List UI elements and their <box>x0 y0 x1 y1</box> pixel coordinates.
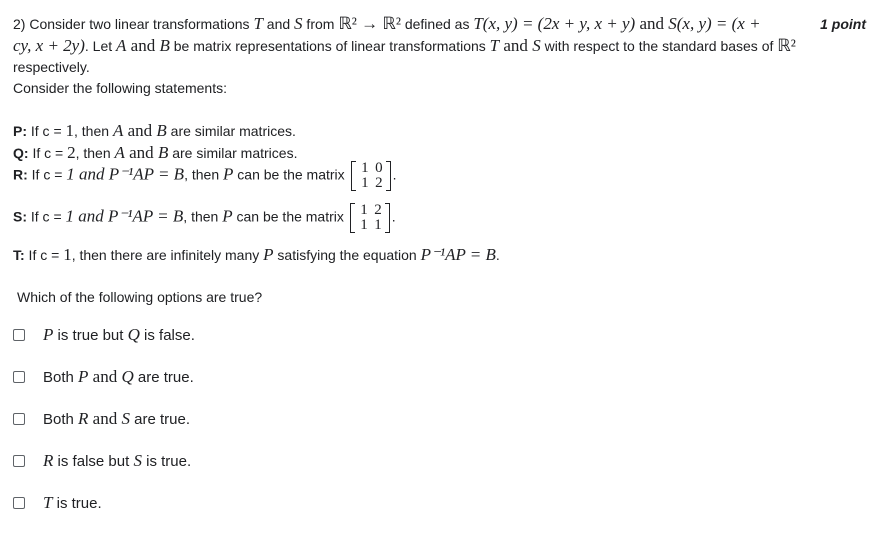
points-label: 1 point <box>820 16 866 32</box>
option-label: R is false but S is true. <box>43 451 192 470</box>
option-5[interactable] <box>13 493 102 513</box>
statement-t: T: If c = 1, then there are infinitely many P satisfying the equation P⁻¹AP = B. <box>13 245 500 264</box>
matrix-r: 1 0 1 2 <box>351 161 391 191</box>
question-line-1: 2) Consider two linear transformations T and S from ℝ² → ℝ² defined as T(x, y) = (2x + y, x + y) and S(x, y) = (x + <box>13 14 761 33</box>
checkbox[interactable] <box>13 497 25 509</box>
option-label: T is true. <box>43 493 102 512</box>
checkbox[interactable] <box>13 413 25 425</box>
option-label: P is true but Q is false. <box>43 325 195 344</box>
statement-r: R: If c = 1 and P⁻¹AP = B, then P can be the matrix 1 0 1 2 . <box>13 160 397 191</box>
statement-s: S: If c = 1 and P⁻¹AP = B, then P can be the matrix 1 2 1 1 . <box>13 202 396 233</box>
option-1[interactable] <box>13 325 195 345</box>
option-3[interactable] <box>13 409 190 429</box>
option-label: Both P and Q are true. <box>43 367 194 386</box>
matrix-s: 1 2 1 1 <box>350 203 390 233</box>
checkbox[interactable] <box>13 371 25 383</box>
checkbox[interactable] <box>13 329 25 341</box>
question-line-4: Consider the following statements: <box>13 80 227 96</box>
checkbox[interactable] <box>13 455 25 467</box>
question-line-2: cy, x + 2y). Let A and B be matrix representations of linear transformations T and S with respect to the standard bases of ℝ² <box>13 36 796 55</box>
question-line-3: respectively. <box>13 59 90 75</box>
statement-q: Q: If c = 2, then A and B are similar matrices. <box>13 143 298 162</box>
options-prompt: Which of the following options are true? <box>17 289 263 305</box>
statement-p: P: If c = 1, then A and B are similar matrices. <box>13 121 296 140</box>
option-2[interactable] <box>13 367 194 387</box>
option-label: Both R and S are true. <box>43 409 190 428</box>
option-4[interactable] <box>13 451 191 471</box>
